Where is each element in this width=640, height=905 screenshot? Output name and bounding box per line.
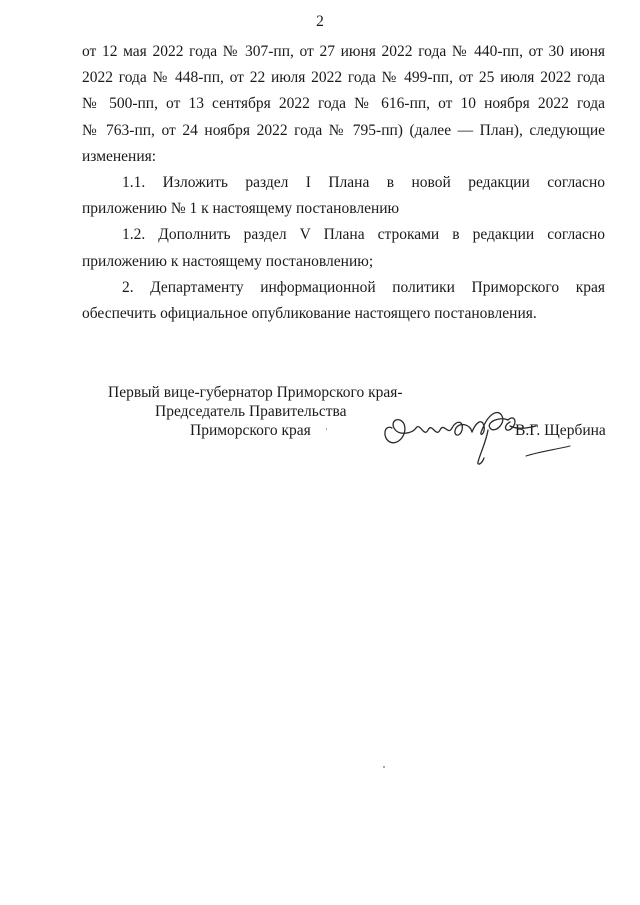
item-2-line-1: 2. Департаменту информационной политики Приморского края (122, 278, 605, 296)
signatory-position-line-2: Председатель Правительства (155, 403, 347, 420)
signatory-position-line-3: Приморского края (190, 422, 311, 439)
scan-speck (326, 428, 327, 430)
intro-line-1: от 12 мая 2022 года № 307-пп, от 27 июня 2022 года № 440-пп, от 30 июня (82, 43, 605, 60)
item-1-2-line-1: 1.2. Дополнить раздел V Плана строками в редакции согласно (122, 226, 605, 244)
item-1-2-line-2: приложению к настоящему постановлению; (82, 252, 374, 270)
item-1-1-line-1: 1.1. Изложить раздел I Плана в новой редакции согласно (122, 173, 605, 191)
item-1-1-line-2: приложению № 1 к настоящему постановлению (82, 200, 400, 218)
signatory-position-line-1: Первый вице-губернатор Приморского края- (108, 384, 403, 401)
document-body (82, 39, 605, 327)
item-2-line-2: обеспечить официальное опубликование настоящего постановления. (82, 304, 537, 322)
scan-speck (383, 766, 385, 768)
handwritten-signature (378, 404, 578, 470)
intro-line-5: изменения: (82, 147, 157, 165)
page-number: 2 (316, 13, 324, 30)
intro-line-3: № 500-пп, от 13 сентября 2022 года № 616-пп, от 10 ноября 2022 года (82, 95, 605, 113)
signatory-name: В.Г. Щербина (515, 422, 606, 439)
intro-line-4: № 763-пп, от 24 ноября 2022 года № 795-пп) (далее — План), следующие (82, 121, 605, 139)
intro-line-2: 2022 года № 448-пп, от 22 июля 2022 года № 499-пп, от 25 июля 2022 года (82, 69, 605, 87)
